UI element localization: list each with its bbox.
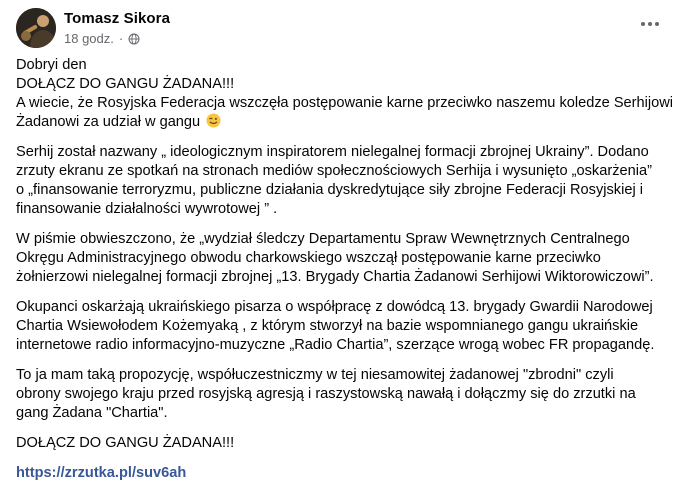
text-line: finansowanie działalności wywrotowej ” . [16,201,278,217]
more-options-icon[interactable] [636,14,664,34]
text-line: To ja mam taką propozycję, współuczestniczmy w tej niesamowitej żadanowej "zbrodni" czyli [16,367,614,383]
text-line: Serhij został nazwany „ ideologicznym inspiratorem nielegalnej formacji zbrojnej Ukrainy”. Dodano [16,144,649,160]
text-line: W piśmie obwieszczono, że „wydział śledczy Departamentu Spraw Wewnętrznych Centralnego [16,231,630,247]
text-line: DOŁĄCZ DO GANGU ŻADANA!!! [16,435,235,451]
globe-icon[interactable] [128,33,140,45]
post-timestamp[interactable]: 18 godz. [64,31,114,46]
paragraph-6 [16,434,668,453]
avatar-photo [16,8,56,48]
text-line: obrony swojego kraju przed rosyjską agresją i raszystowską nawałą i dołączmy się do zrzutki na [16,386,636,402]
meta-separator: · [118,31,124,46]
paragraph-2 [16,143,668,219]
text-line: żołnierzowi nielegalnej formacji zbrojnej „13. Brygady Chartia Żadanowi Serhijowi Wiktorowiczowi”. [16,269,654,285]
post-body [16,56,674,481]
text-line: DOŁĄCZ DO GANGU ŻADANA!!! [16,76,235,92]
author-name[interactable]: Tomasz Sikora [64,10,171,27]
text-line: Chartia Wsiewołodem Kożemyaką , z którym stworzył na bazie wspomnianego gangu ukraińskie [16,318,639,334]
text-line: A wiecie, że Rosyjska Federacja wszczęła postępowanie karne przeciwko naszemu koledze Serhijowi [16,95,674,111]
text-line: Okupanci oskarżają ukraińskiego pisarza o współpracę z dowódcą 13. brygady Gwardii Narodowej [16,299,653,315]
post-meta [64,31,140,46]
text-line: internetowe radio informacyjno-muzyczne „Radio Chartia”, szerzące wrogą wobec FR propagandę. [16,337,655,353]
text-line: gang Żadana "Chartia". [16,405,168,421]
author-avatar[interactable] [16,8,56,48]
text-line: Okręgu Administracyjnego obwodu charkowskiego wszczął postępowanie karne przeciwko [16,250,601,266]
text-line: Dobryi den [16,57,87,73]
paragraph-5 [16,366,668,423]
text-segment: Żadanowi za udział w gangu [16,114,201,130]
text-line: o „finansowanie terroryzmu, publiczne działania dyskredytujące siły zbrojne Federacji Rosyjskiej i [16,182,643,198]
text-line: zrzuty ekranu ze spotkań na stronach mediów społecznościowych Serhija i wysunięto „oskarżenia” [16,163,652,179]
paragraph-4 [16,298,668,355]
text-line-with-emoji [16,113,668,132]
paragraph-1 [16,56,674,132]
paragraph-link [16,464,668,481]
winking-face-icon [206,113,221,128]
paragraph-3 [16,230,668,287]
fundraiser-link[interactable]: https://zrzutka.pl/suv6ah [16,465,187,481]
